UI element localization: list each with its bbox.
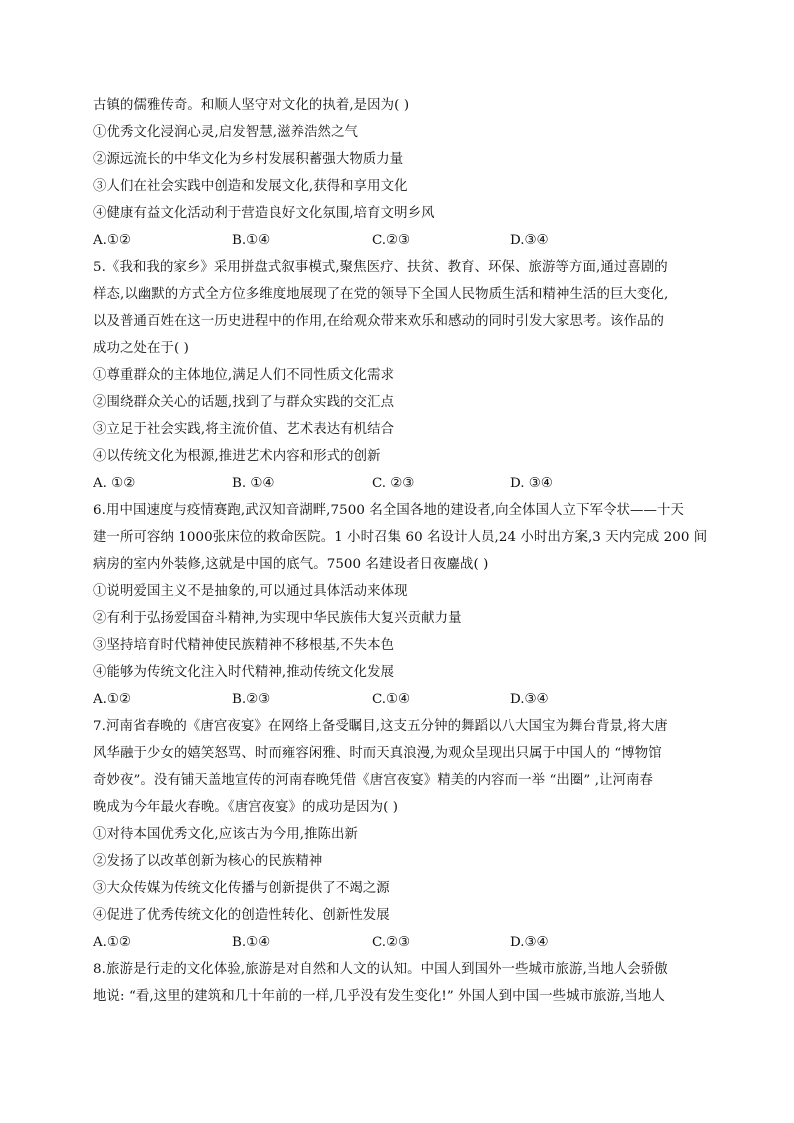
option-c: C.②③ (372, 233, 411, 248)
option-c: C. ②③ (372, 476, 415, 491)
question-7 (93, 713, 708, 956)
option-c: C.①④ (372, 692, 411, 707)
question-stem-line: 7.河南省春晚的《唐宫夜宴》在网络上备受瞩目,这支五分钟的舞蹈以八大国宝为舞台背景,将大唐 (93, 719, 668, 734)
question-stem-line: 地说: “看,这里的建筑和几十年前的一样,几乎没有发生变化!” 外国人到中国一些城市旅游,当地人 (93, 989, 665, 1004)
statement: ①对待本国优秀文化,应该古为今用,推陈出新 (93, 827, 359, 842)
answer-options (93, 929, 708, 956)
question-stem-line: 5.《我和我的家乡》采用拼盘式叙事模式,聚焦医疗、扶贫、教育、环保、旅游等方面,通过喜剧的 (93, 260, 668, 275)
option-b: B. ①④ (232, 476, 275, 491)
question-stem-line: 建一所可容纳 1000张床位的救命医院。1 小时召集 60 名设计人员,24 小时出方案,3 天内完成 200 间 (93, 530, 708, 545)
question-stem-line: 古镇的儒雅传奇。和顺人坚守对文化的执着,是因为( ) (93, 98, 410, 113)
statement: ③坚持培育时代精神使民族精神不移根基,不失本色 (93, 638, 395, 653)
statement: ③立足于社会实践,将主流价值、艺术表达有机结合 (93, 422, 395, 437)
question-8 (93, 956, 708, 1010)
statement: ②发扬了以改革创新为核心的民族精神 (93, 854, 323, 869)
question-stem-line: 病房的室内外装修,这就是中国的底气。7500 名建设者日夜鏖战( ) (93, 557, 489, 572)
statement: ④以传统文化为根源,推进艺术内容和形式的创新 (93, 449, 381, 464)
option-d: D. ③④ (510, 476, 553, 491)
question-stem-line: 样态,以幽默的方式全方位多维度地展现了在党的领导下全国人民物质生活和精神生活的巨大变化, (93, 287, 669, 302)
statement: ①优秀文化浸润心灵,启发智慧,滋养浩然之气 (93, 125, 359, 140)
answer-options (93, 686, 708, 713)
option-a: A.①② (93, 935, 131, 950)
option-a: A.①② (93, 692, 131, 707)
option-a: A.①② (93, 233, 131, 248)
statement: ②源远流长的中华文化为乡村发展积蓄强大物质力量 (93, 152, 404, 167)
question-stem-line: 8.旅游是行走的文化体验,旅游是对自然和人文的认知。中国人到国外一些城市旅游,当地人会骄傲 (93, 962, 668, 977)
question-stem-line: 奇妙夜”。没有铺天盖地宣传的河南春晚凭借《唐宫夜宴》精美的内容而一举 “出圈” ,让河南春 (93, 773, 654, 788)
option-d: D.③④ (510, 233, 549, 248)
question-stem-line: 以及普通百姓在这一历史进程中的作用,在给观众带来欢乐和感动的同时引发大家思考。该作品的 (93, 314, 664, 329)
option-d: D.③④ (510, 692, 549, 707)
option-b: B.②③ (232, 692, 271, 707)
page-content (93, 92, 708, 1010)
option-b: B.①④ (232, 935, 271, 950)
question-stem-line: 风华融于少女的嬉笑怒骂、时而雍容闲雅、时而天真浪漫,为观众呈现出只属于中国人的 “博物馆 (93, 746, 662, 761)
statement: ④健康有益文化活动利于营造良好文化氛围,培育文明乡风 (93, 206, 435, 221)
option-c: C.②③ (372, 935, 411, 950)
statement: ④能够为传统文化注入时代精神,推动传统文化发展 (93, 665, 395, 680)
option-a: A. ①② (93, 476, 136, 491)
question-stem-line: 成功之处在于( ) (93, 341, 189, 356)
option-d: D.③④ (510, 935, 549, 950)
question-5 (93, 254, 708, 497)
question-6 (93, 497, 708, 713)
answer-options (93, 470, 708, 497)
statement: ①说明爱国主义不是抽象的,可以通过具体活动来体现 (93, 584, 408, 599)
statement: ①尊重群众的主体地位,满足人们不同性质文化需求 (93, 368, 395, 383)
statement: ②有利于弘扬爱国奋斗精神,为实现中华民族伟大复兴贡献力量 (93, 611, 462, 626)
statement: ②围绕群众关心的话题,找到了与群众实践的交汇点 (93, 395, 395, 410)
statement: ③大众传媒为传统文化传播与创新提供了不竭之源 (93, 881, 390, 896)
statement: ④促进了优秀传统文化的创造性转化、创新性发展 (93, 908, 390, 923)
statement: ③人们在社会实践中创造和发展文化,获得和享用文化 (93, 179, 408, 194)
question-4-continuation (93, 92, 708, 254)
answer-options (93, 227, 708, 254)
option-b: B.①④ (232, 233, 271, 248)
question-stem-line: 6.用中国速度与疫情赛跑,武汉知音湖畔,7500 名全国各地的建设者,向全体国人立下军令状——十天 (93, 503, 685, 518)
question-stem-line: 晚成为今年最火春晚。《唐宫夜宴》的成功是因为( ) (93, 800, 399, 815)
